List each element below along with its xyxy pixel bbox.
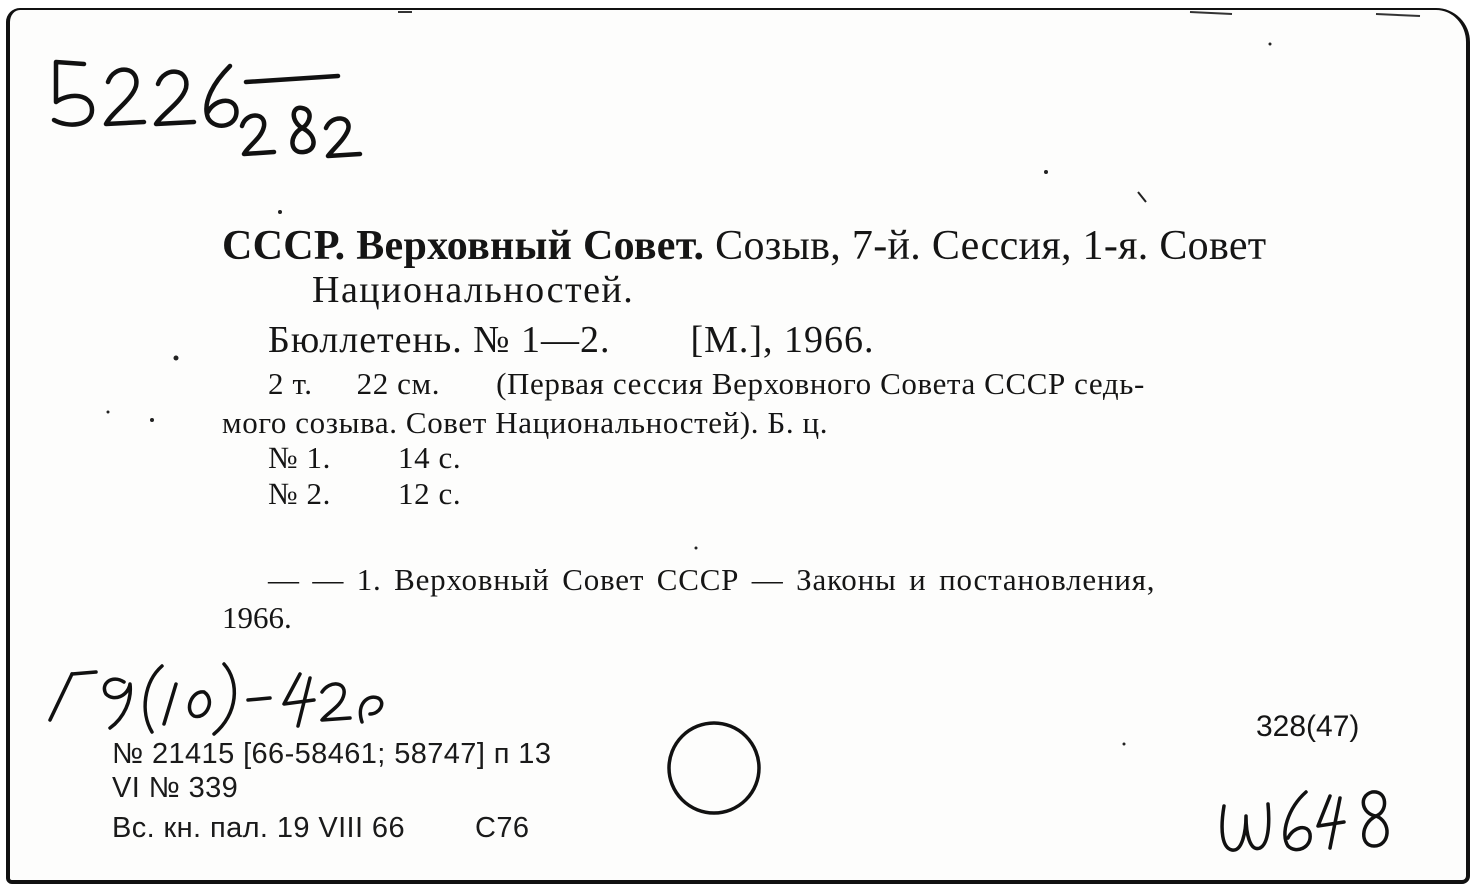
class-number: 328(47) <box>1256 710 1360 743</box>
record-line: № 21415 [66-58461; 58747] п 13 <box>112 738 552 770</box>
series-note: (Первая сессия Верховного Совета СССР седь- <box>496 366 1145 401</box>
size: 22 см. <box>356 366 441 401</box>
series-note-continuation: мого созыва. Совет Национальностей). Б. ц. <box>222 405 829 440</box>
issue-pages: 14 с. <box>398 440 462 475</box>
issue-number: № 1. <box>268 440 331 475</box>
subject-heading: — — 1. Верховный Совет СССР — Законы и постановления, <box>268 562 1156 597</box>
subject-year: 1966. <box>222 600 292 635</box>
chamber-stamp-text: Вс. кн. пал. 19 VIII 66 <box>112 812 405 844</box>
chamber-code: С76 <box>474 812 530 844</box>
series-line: VI № 339 <box>112 772 239 804</box>
imprint: [М.], 1966. <box>690 319 875 361</box>
issue-pages: 12 с. <box>398 476 462 511</box>
heading-rest: Созыв, 7-й. Сессия, 1-я. Совет <box>715 223 1267 269</box>
heading-continuation: Национальностей. <box>312 269 635 311</box>
bulletin-title: Бюллетень. № 1—2. <box>268 319 611 361</box>
issue-number: № 2. <box>268 476 331 511</box>
heading-bold: СССР. Верховный Совет. <box>222 223 705 269</box>
volumes: 2 т. <box>268 366 313 401</box>
